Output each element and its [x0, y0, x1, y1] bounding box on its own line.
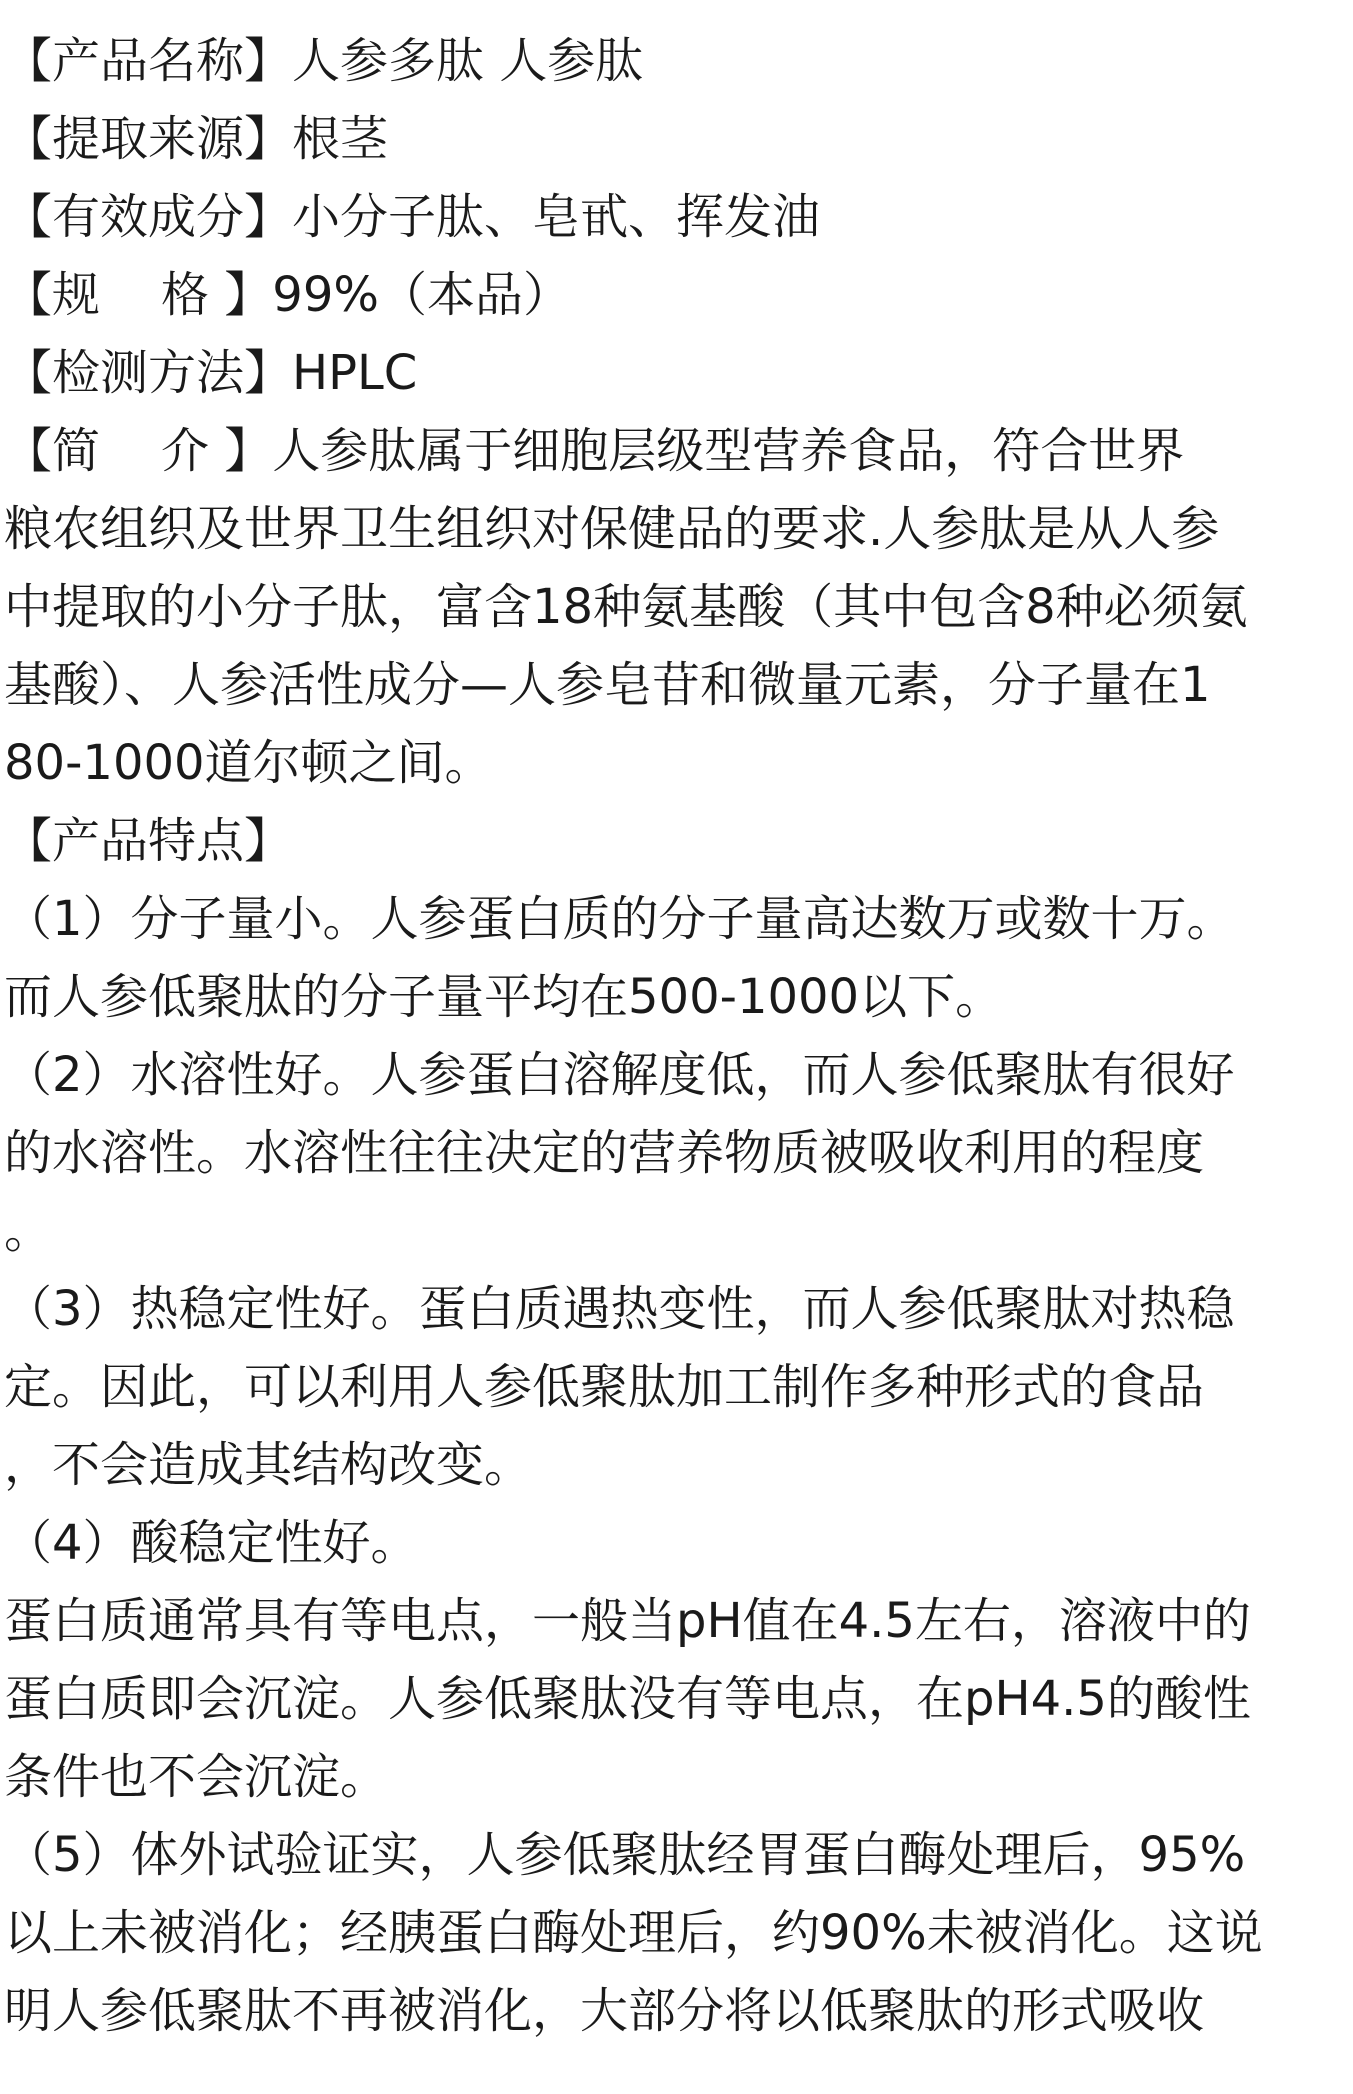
feature-line: 。: [4, 1203, 53, 1259]
intro-line: 粮农组织及世界卫生组织对保健品的要求.人参肽是从人参: [4, 501, 1220, 557]
features-heading: 【产品特点】: [4, 813, 293, 869]
product-name-line: 【产品名称】人参多肽 人参肽: [4, 33, 644, 89]
intro-line: 【简 介 】人参肽属于细胞层级型营养食品，符合世界: [4, 423, 1185, 479]
active-ingredients-line: 【有效成分】小分子肽、皂甙、挥发油: [4, 189, 821, 245]
feature-line: ，不会造成其结构改变。: [4, 1437, 533, 1493]
feature-line: 蛋白质通常具有等电点，一般当pH值在4.5左右，溶液中的: [4, 1593, 1251, 1649]
extraction-source-line: 【提取来源】根茎: [4, 111, 389, 167]
specification-line: 【规 格 】99%（本品）: [4, 267, 571, 323]
intro-line: 中提取的小分子肽，富含18种氨基酸（其中包含8种必须氨: [4, 579, 1248, 635]
feature-line: （2）水溶性好。人参蛋白溶解度低，而人参低聚肽有很好: [4, 1047, 1235, 1103]
test-method-line: 【检测方法】HPLC: [4, 345, 418, 401]
feature-line: 条件也不会沉淀。: [4, 1749, 389, 1805]
feature-line: 以上未被消化；经胰蛋白酶处理后，约90%未被消化。这说: [4, 1905, 1263, 1961]
feature-line: 而人参低聚肽的分子量平均在500-1000以下。: [4, 969, 1004, 1025]
feature-line: （5）体外试验证实，人参低聚肽经胃蛋白酶处理后，95%: [4, 1827, 1246, 1883]
feature-line: 蛋白质即会沉淀。人参低聚肽没有等电点，在pH4.5的酸性: [4, 1671, 1251, 1727]
feature-line: （4）酸稳定性好。: [4, 1515, 419, 1571]
feature-line: （3）热稳定性好。蛋白质遇热变性，而人参低聚肽对热稳: [4, 1281, 1235, 1337]
intro-line: 基酸）、人参活性成分—人参皂苷和微量元素，分子量在1: [4, 657, 1211, 713]
feature-line: 定。因此，可以利用人参低聚肽加工制作多种形式的食品: [4, 1359, 1205, 1415]
feature-line: 的水溶性。水溶性往往决定的营养物质被吸收利用的程度: [4, 1125, 1205, 1181]
feature-line: 明人参低聚肽不再被消化，大部分将以低聚肽的形式吸收: [4, 1983, 1205, 2039]
feature-line: （1）分子量小。人参蛋白质的分子量高达数万或数十万。: [4, 891, 1235, 947]
intro-line: 80-1000道尔顿之间。: [4, 735, 493, 791]
